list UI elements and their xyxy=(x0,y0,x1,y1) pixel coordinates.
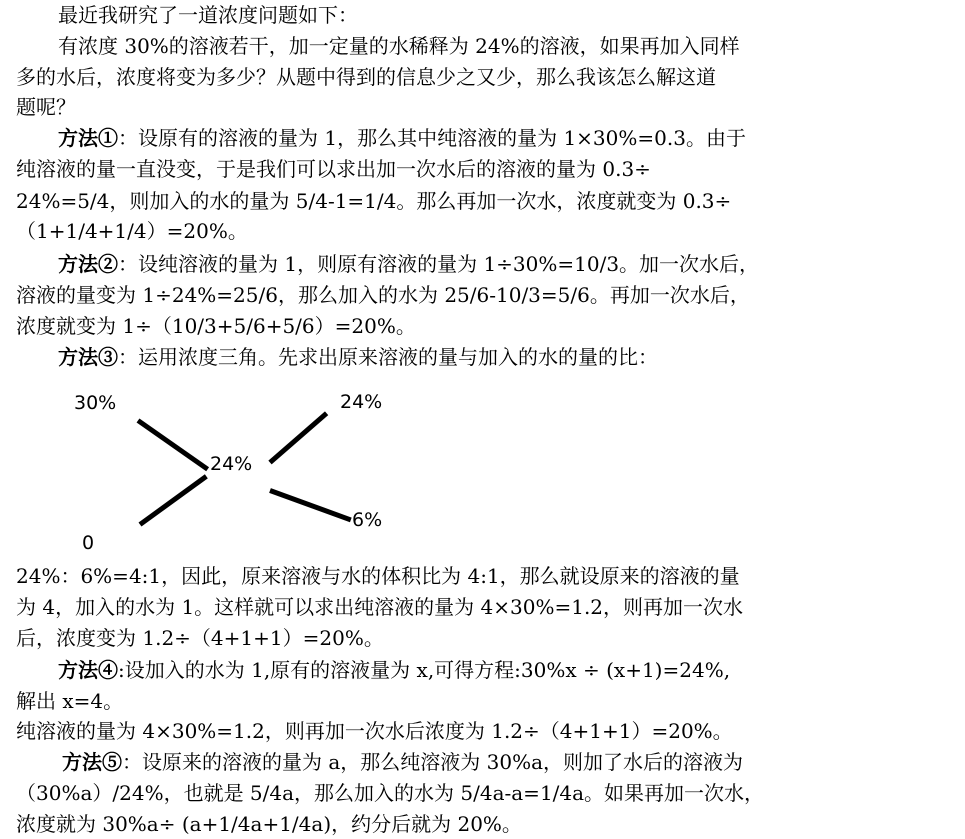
method-1-line-1 xyxy=(58,123,746,153)
intro-line: 最近我研究了一道浓度问题如下： xyxy=(58,3,358,27)
method-5-label: 方法⑤ xyxy=(62,750,122,774)
method-1-label: 方法① xyxy=(58,126,118,150)
method-5-line-3: 浓度就为 30%a÷ (a+1/4a+1/4a)，约分后就为 20%。 xyxy=(16,812,522,836)
method-3-line-2: 24%：6%=4:1，因此，原来溶液与水的体积比为 4:1，那么就设原来的溶液的量 xyxy=(16,564,740,588)
method-4-label: 方法④ xyxy=(58,658,118,682)
method-2-line-2: 溶液的量变为 1÷24%=25/6，那么加入的水为 25/6-10/3=5/6。再加一次水后， xyxy=(16,283,750,307)
line-0-to-center xyxy=(139,474,208,526)
label-30-percent: 30% xyxy=(74,392,117,414)
method-3-line-4: 后，浓度变为 1.2÷（4+1+1）=20%。 xyxy=(16,626,384,650)
method-3-text: ：运用浓度三角。先求出原来溶液的量与加入的水的量的比： xyxy=(118,345,658,369)
concentration-cross-diagram xyxy=(60,378,420,558)
problem-line-2: 多的水后，浓度将变为多少？从题中得到的信息少之又少，那么我该怎么解这道 xyxy=(16,65,716,89)
method-5-text: ：设原来的溶液的量为 a，那么纯溶液为 30%a，则加了水后的溶液为 xyxy=(122,750,744,774)
method-2-label: 方法② xyxy=(58,252,118,276)
label-24-percent-center: 24% xyxy=(210,453,253,475)
method-5-line-1 xyxy=(62,747,743,777)
method-2-text: ：设纯溶液的量为 1，则原有溶液的量为 1÷30%=10/3。加一次水后， xyxy=(118,252,760,276)
problem-line-1: 有浓度 30%的溶液若干，加一定量的水稀释为 24%的溶液，如果再加入同样 xyxy=(58,34,740,58)
method-4-text: :设加入的水为 1,原有的溶液量为 x,可得方程:30%x ÷ (x+1)=24%, xyxy=(118,658,731,682)
method-1-line-4: （1+1/4+1/4）=20%。 xyxy=(16,219,248,243)
method-2-line-3: 浓度就变为 1÷（10/3+5/6+5/6）=20%。 xyxy=(16,314,416,338)
method-5-line-2: （30%a）/24%，也就是 5/4a，那么加入的水为 5/4a-a=1/4a。如果再加一次水， xyxy=(16,781,765,805)
line-30-to-center xyxy=(137,418,209,471)
method-1-line-3: 24%=5/4，则加入的水的量为 5/4-1=1/4。那么再加一次水，浓度就变为 0.3÷ xyxy=(16,189,732,213)
label-6-percent: 6% xyxy=(352,509,383,531)
problem-line-3: 题呢？ xyxy=(16,95,76,119)
label-0: 0 xyxy=(82,532,95,554)
method-2-line-1 xyxy=(58,249,759,279)
method-4-line-2: 解出 x=4。 xyxy=(16,689,124,713)
method-4-line-1 xyxy=(58,655,730,685)
line-center-to-24 xyxy=(268,411,328,464)
method-1-text: ：设原有的溶液的量为 1，那么其中纯溶液的量为 1×30%=0.3。由于 xyxy=(118,126,746,150)
label-24-percent-top: 24% xyxy=(340,391,383,413)
method-3-line-3: 为 4，加入的水为 1。这样就可以求出纯溶液的量为 4×30%=1.2，则再加一次水 xyxy=(16,595,744,619)
method-1-line-2: 纯溶液的量一直没变，于是我们可以求出加一次水后的溶液的量为 0.3÷ xyxy=(16,157,651,181)
method-3-label: 方法③ xyxy=(58,345,118,369)
method-3-line-1 xyxy=(58,342,658,372)
method-4-line-3: 纯溶液的量为 4×30%=1.2，则再加一次水后浓度为 1.2÷（4+1+1）=20%。 xyxy=(16,719,733,743)
line-center-to-6 xyxy=(269,488,352,522)
